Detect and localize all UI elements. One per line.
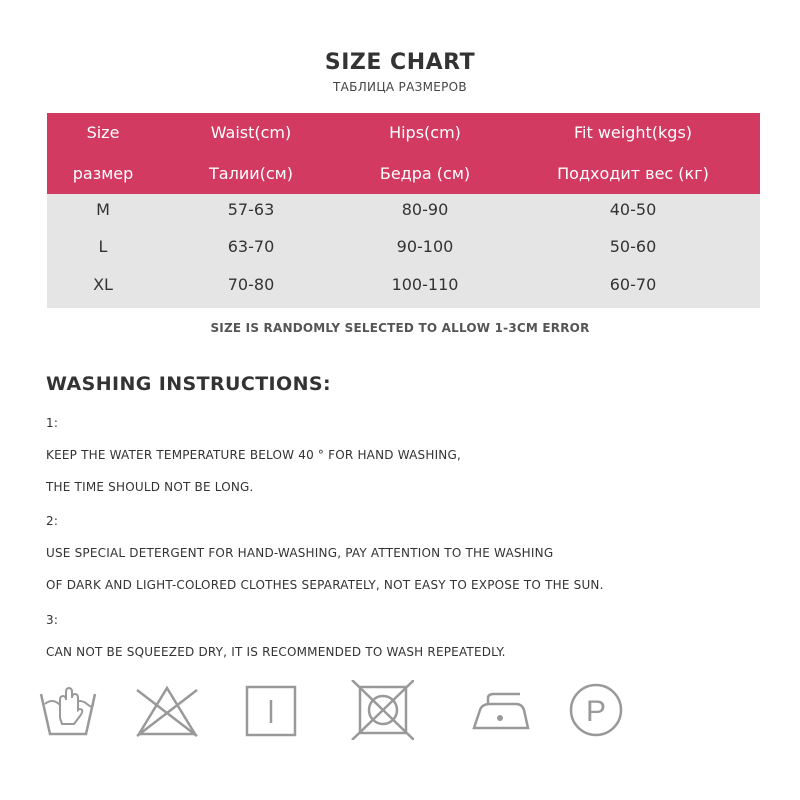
table-cell: 50-60	[609, 237, 657, 256]
table-cell: 63-70	[227, 237, 275, 256]
table-cell: 70-80	[227, 275, 275, 294]
no-bleach-icon	[135, 680, 199, 740]
table-cell: 80-90	[401, 200, 449, 219]
no-tumble-dry-icon	[350, 680, 414, 740]
header-waist-ru: Талии(см)	[209, 164, 293, 183]
size-table	[47, 113, 760, 308]
table-cell: 90-100	[396, 237, 454, 256]
size-chart-subtitle: ТАБЛИЦА РАЗМЕРОВ	[333, 80, 467, 94]
table-cell: 100-110	[391, 275, 459, 294]
header-weight-en: Fit weight(kgs)	[573, 123, 693, 142]
header-weight-ru: Подходит вес (кг)	[557, 164, 709, 183]
table-cell: M	[96, 200, 110, 219]
table-cell: L	[98, 237, 108, 256]
size-chart-title: SIZE CHART	[324, 50, 476, 75]
instruction-step-number: 1:	[46, 416, 59, 430]
instruction-step-number: 2:	[46, 514, 59, 528]
instruction-line: KEEP THE WATER TEMPERATURE BELOW 40 ° FOR HAND WASHING,	[46, 448, 461, 462]
professional-dry-clean-icon	[566, 680, 626, 740]
hand-wash-icon	[38, 680, 98, 740]
table-cell: 60-70	[609, 275, 657, 294]
instruction-line: USE SPECIAL DETERGENT FOR HAND-WASHING, PAY ATTENTION TO THE WASHING	[46, 546, 554, 560]
table-cell: 57-63	[227, 200, 275, 219]
instruction-line: OF DARK AND LIGHT-COLORED CLOTHES SEPARATELY, NOT EASY TO EXPOSE TO THE SUN.	[46, 578, 604, 592]
header-hips-en: Hips(cm)	[389, 123, 461, 142]
table-cell: 40-50	[609, 200, 657, 219]
instruction-line: CAN NOT BE SQUEEZED DRY, IT IS RECOMMENDED TO WASH REPEATEDLY.	[46, 645, 506, 659]
header-size-en: Size	[86, 123, 120, 142]
washing-instructions-title: WASHING INSTRUCTIONS:	[46, 373, 331, 395]
instruction-line: THE TIME SHOULD NOT BE LONG.	[46, 480, 254, 494]
size-error-note: SIZE IS RANDOMLY SELECTED TO ALLOW 1-3CM ERROR	[210, 321, 590, 335]
header-waist-en: Waist(cm)	[210, 123, 292, 142]
table-cell: XL	[93, 275, 113, 294]
care-icons-row	[0, 680, 800, 750]
header-hips-ru: Бедра (см)	[379, 164, 471, 183]
size-table-body	[47, 194, 760, 308]
low-iron-icon	[470, 680, 532, 740]
instruction-step-number: 3:	[46, 613, 59, 627]
size-table-header	[47, 113, 760, 194]
dry-clean-letter: P	[585, 695, 607, 728]
line-dry-icon	[244, 680, 300, 740]
header-size-ru: размер	[72, 164, 134, 183]
